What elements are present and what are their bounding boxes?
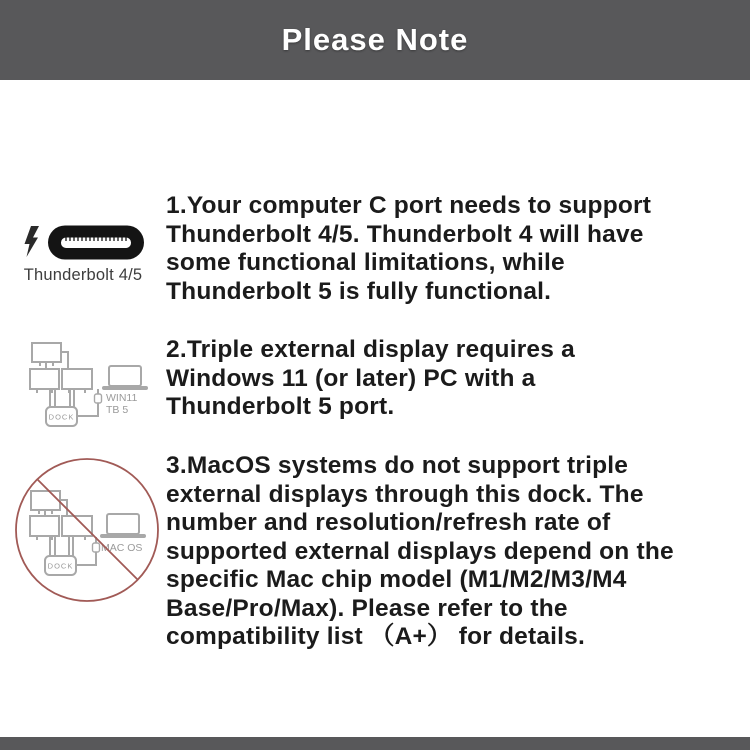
note-3-line: number and resolution/refresh rate of (166, 509, 611, 536)
note-3-line: specific Mac chip model (M1/M2/M3/M4 (166, 566, 627, 593)
note-2-line: Thunderbolt 5 port. (166, 393, 395, 420)
usb-c-connector-icon (47, 224, 145, 261)
note-3-line: Base/Pro/Max). Please refer to the (166, 594, 568, 622)
win11-label: WIN11 (106, 392, 138, 404)
header-band (0, 0, 750, 80)
note-1-line: some functional limitations, while (166, 249, 565, 276)
note-3-line: compatibility list （A+） for details. (166, 623, 586, 650)
note-3-text (166, 452, 746, 652)
tb5-label: TB 5 (106, 404, 129, 416)
note-2-line: Windows 11 (or later) PC with a (166, 364, 536, 392)
thunderbolt-port-label: Thunderbolt 4/5 (23, 266, 143, 284)
note-1-line: Thunderbolt 5 is fully functional. (166, 277, 552, 305)
note-2-line: 2.Triple external display requires a (166, 336, 575, 363)
note-1-line: Thunderbolt 4/5. Thunderbolt 4 will have (166, 220, 644, 248)
note-3-line: external displays through this dock. The (166, 480, 644, 508)
note-3-line: 3.MacOS systems do not support triple (166, 452, 629, 479)
note-2-text (166, 336, 746, 422)
dock-label: DOCK (48, 412, 75, 422)
note-1-line: 1.Your computer C port needs to support (166, 192, 652, 219)
thunderbolt-usbc-port-icon (6, 224, 160, 285)
mac-os-label: MAC OS (101, 542, 143, 554)
thunderbolt-bolt-icon (21, 225, 42, 261)
footer-band (0, 737, 750, 750)
note-1-text (166, 192, 746, 306)
thunderbolt-port-row (21, 224, 145, 261)
note-3-line: supported external displays depend on the (166, 537, 674, 565)
dock-triple-display-diagram-icon (10, 332, 160, 434)
dock-label: DOCK (47, 561, 74, 571)
dock-triple-display-prohibited-icon (12, 456, 162, 606)
page-title: Please Note (281, 22, 469, 57)
